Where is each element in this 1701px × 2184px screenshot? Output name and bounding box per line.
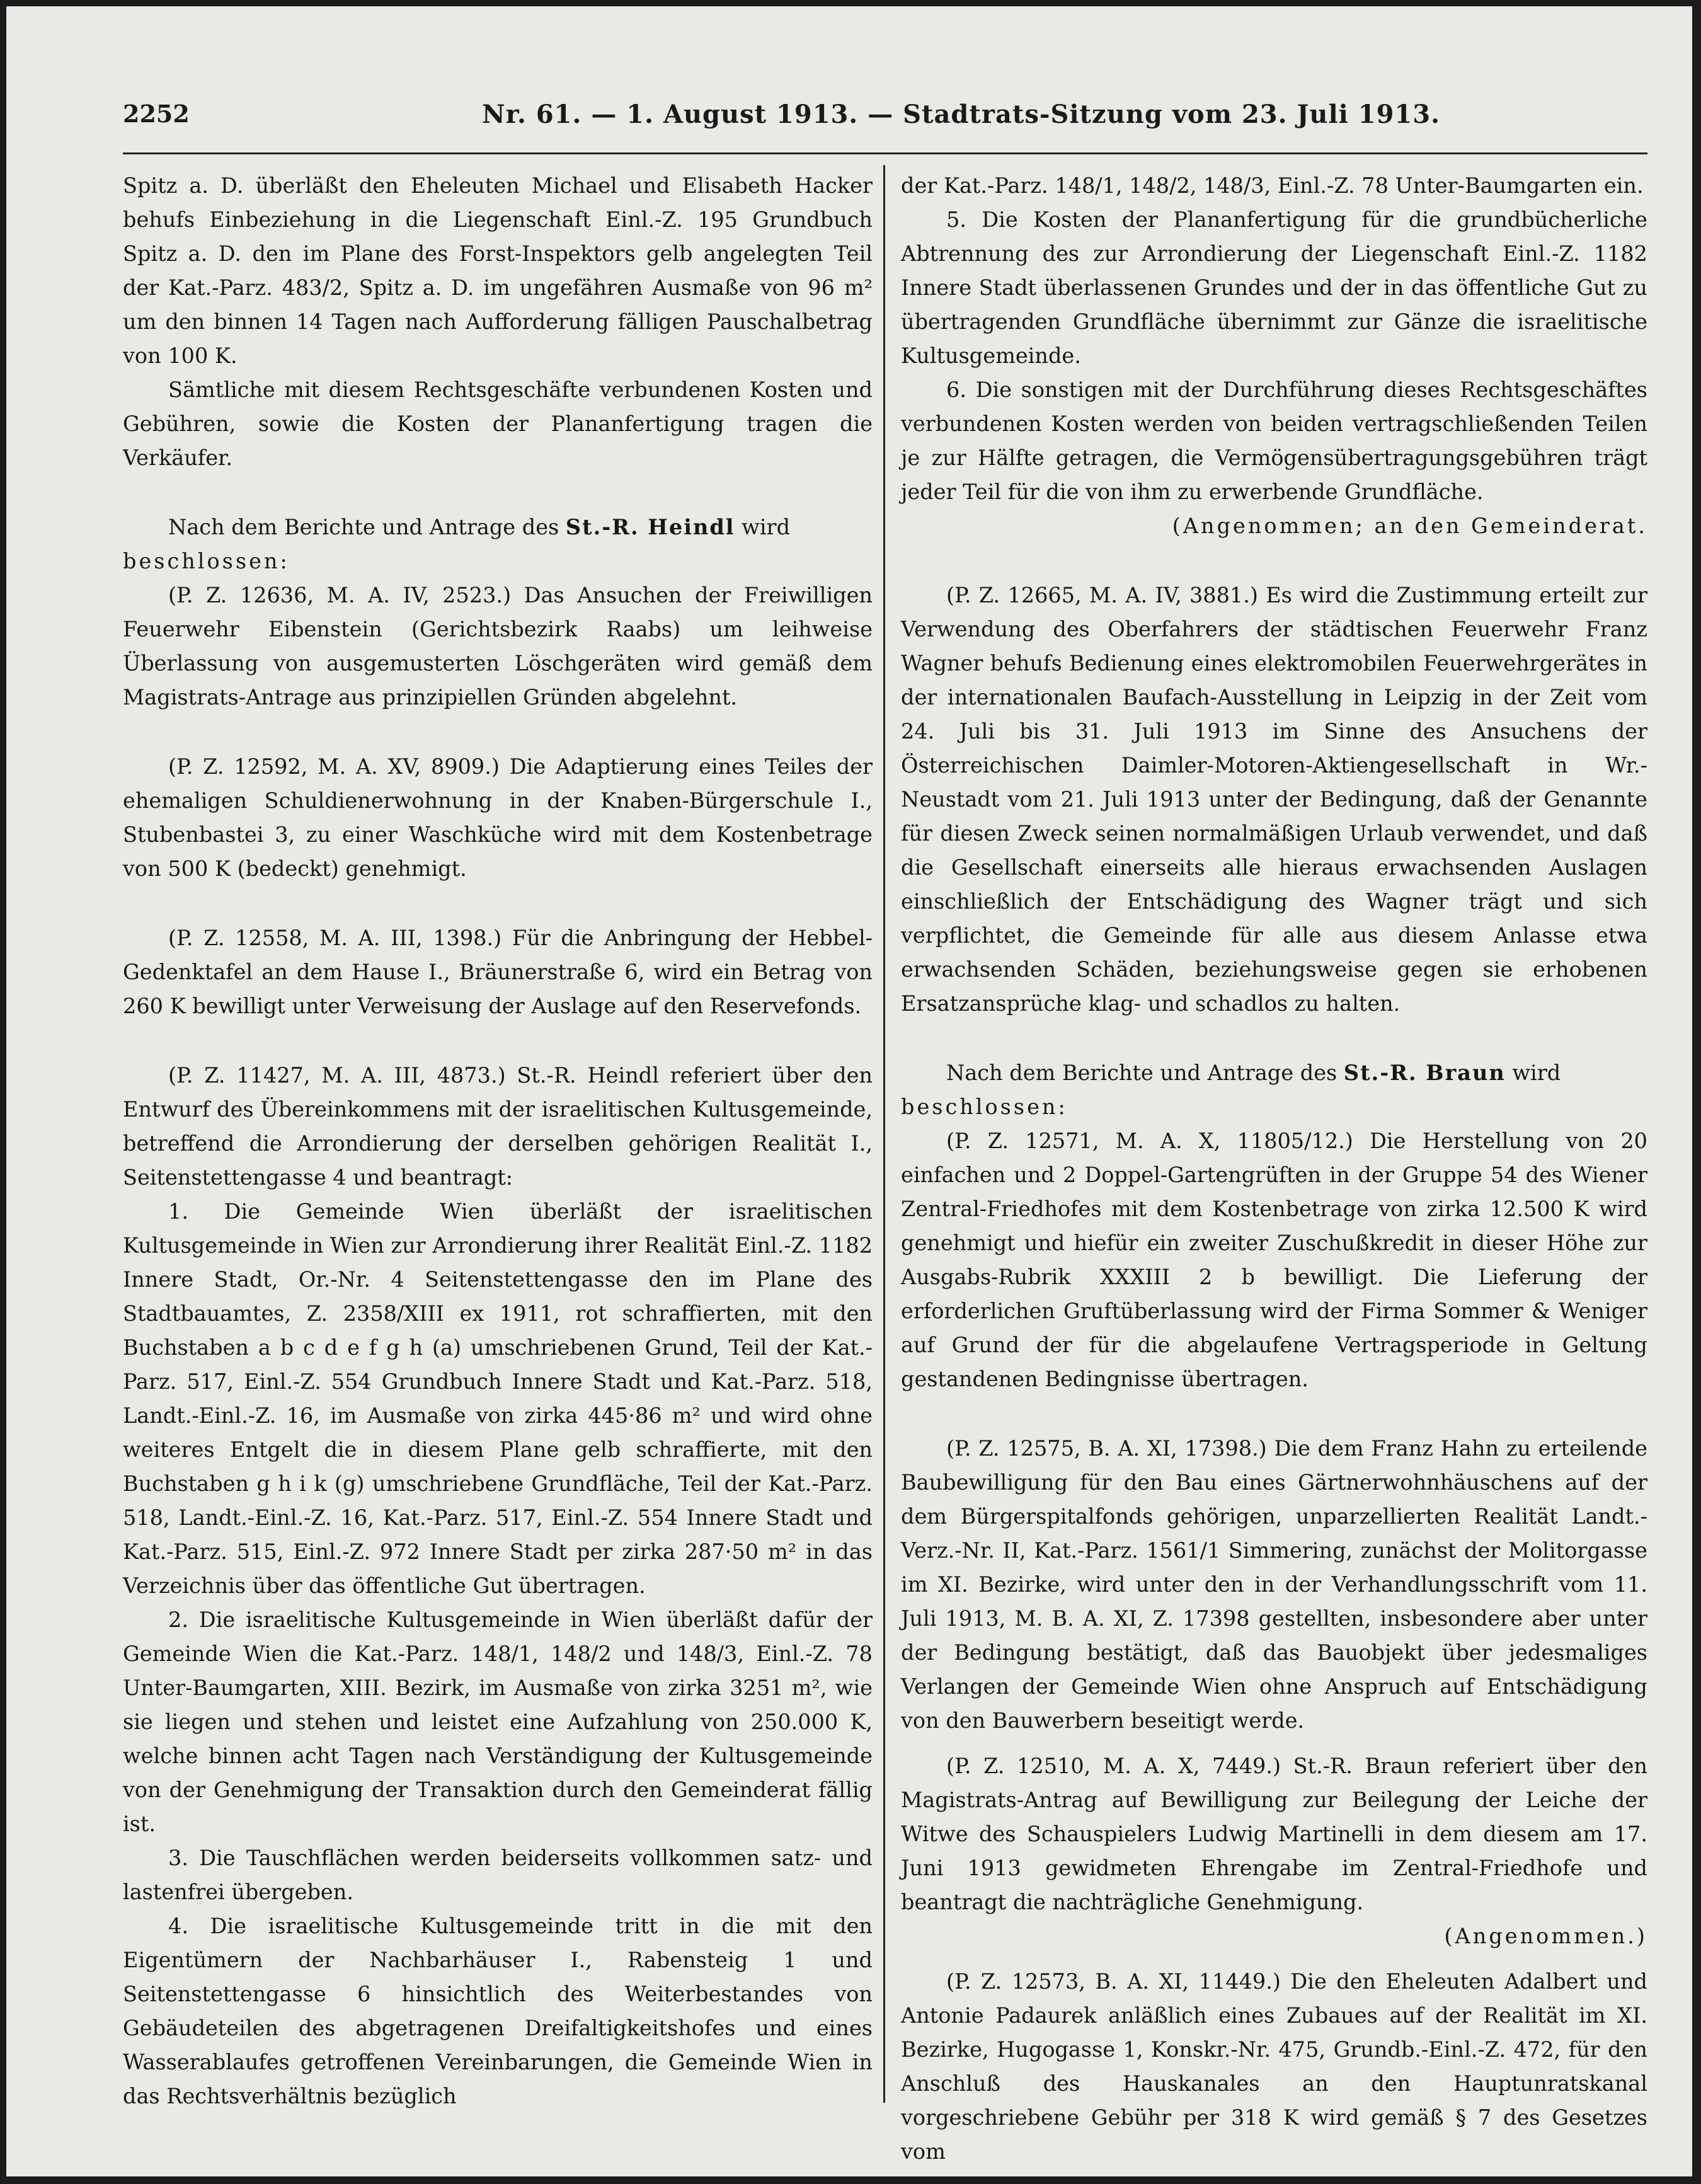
- running-head: Nr. 61. — 1. August 1913. — Stadtrats-Sitzung vom 23. Juli 1913.: [482, 100, 1441, 129]
- paragraph: 3. Die Tauschflächen werden beiderseits vollkommen satz- und lastenfrei übergeben.: [123, 1846, 873, 1904]
- paragraph: Spitz a. D. überläßt den Eheleuten Michael und Elisabeth Hacker behufs Einbeziehung in die Liegenschaft Einl.-Z. 195 Grundbuch Spitz a. D. den im Plane des Forst-Inspektors gelb angelegten Teil der Kat.-Parz. 483/2, Spitz a. D. im ungefähren Ausmaße von 96 m² um den binnen 14 Tagen nach Aufforderung fälligen Pauschalbetrag von 100 K.: [123, 173, 873, 368]
- paragraph: (P. Z. 12665, M. A. IV, 3881.) Es wird die Zustimmung erteilt zur Verwendung des Oberfahrers der städtischen Feuerwehr Franz Wagner behufs Bedienung eines elektromobilen Feuerwehrgerätes in der internationalen Baufach-Ausstellung in Leipzig in der Zeit vom 24. Juli bis 31. Juli 1913 im Sinne des Ansuchens der Österreichischen Daimler-Motoren-Aktiengesellschaft in Wr.-Neustadt vom 21. Juli 1913 unter der Bedingung, daß der Genannte für diesen Zweck seinen normalmäßigen Urlaub verwendet, und daß die Gesellschaft einerseits alle hieraus erwachsenden Auslagen einschließlich der Entschädigung des Wagner trägt und sich verpflichtet, die Gemeinde für alle aus diesem Anlasse etwa erwachsenden Schäden, beziehungsweise gegen sie erhobenen Ersatzansprüche klag- und schadlos zu halten.: [901, 583, 1647, 1016]
- left-column: [123, 169, 873, 2113]
- paragraph: 1. Die Gemeinde Wien überläßt der israelitischen Kultusgemeinde in Wien zur Arrondierung ihrer Realität Einl.-Z. 1182 Innere Stadt, Or.-Nr. 4 Seitenstettengasse den im Plane des Stadtbauamtes, Z. 2358/XIII ex 1911, rot schraffierten, mit den Buchstaben a b c d e f g h (a) umschriebenen Grund, Teil der Kat.-Parz. 517, Einl.-Z. 554 Grundbuch Innere Stadt und Kat.-Parz. 518, Landt.-Einl.-Z. 16, im Ausmaße von zirka 445·86 m² und wird ohne weiteres Entgelt die in diesem Plane gelb schraffierte, mit den Buchstaben g h i k (g) umschriebene Grundfläche, Teil der Kat.-Parz. 518, Landt.-Einl.-Z. 16, Kat.-Parz. 517, Einl.-Z. 554 Innere Stadt und Kat.-Parz. 515, Einl.-Z. 972 Innere Stadt per zirka 287·50 m² in das Verzeichnis über das öffentliche Gut übertragen.: [123, 1199, 873, 1598]
- paragraph: 6. Die sonstigen mit der Durchführung dieses Rechtsgeschäftes verbundenen Kosten werden von beiden vertragschließenden Teilen je zur Hälfte getragen, die Vermögensübertragungsgebühren trägt jeder Teil für die von ihm zu erwerbende Grundfläche.: [901, 377, 1647, 504]
- paragraph: (P. Z. 11427, M. A. III, 4873.) St.-R. Heindl referiert über den Entwurf des Übereinkommens mit der israelitischen Kultusgemeinde, betreffend die Arrondierung der derselben gehörigen Realität I., Seitenstettengasse 4 und beantragt:: [123, 1063, 873, 1190]
- page-number: 2252: [123, 100, 190, 128]
- status-note: (Angenommen; an den Gemeinderat.: [1172, 514, 1647, 538]
- page-header: [123, 100, 1647, 150]
- paragraph: (P. Z. 12571, M. A. X, 11805/12.) Die Herstellung von 20 einfachen und 2 Doppel-Gartengrüften in der Gruppe 54 des Wiener Zentral-Friedhofes mit dem Kostenbetrage von zirka 12.500 K wird genehmigt und hiefür ein zweiter Zuschußkredit in dieser Höhe zur Ausgabs-Rubrik XXXIII 2 b bewilligt. Die Lieferung der erforderlichen Gruftüberlassung wird der Firma Sommer & Weniger auf Grund der für die abgelaufene Vertragsperiode in Geltung gestandenen Bedingnisse übertragen.: [901, 1129, 1647, 1391]
- paragraph: 2. Die israelitische Kultusgemeinde in Wien überläßt dafür der Gemeinde Wien die Kat.-Parz. 148/1, 148/2 und 148/3, Einl.-Z. 78 Unter-Baumgarten, XIII. Bezirk, im Ausmaße von zirka 3251 m², wie sie liegen und stehen und leistet eine Aufzahlung von 250.000 K, welche binnen acht Tagen nach Verständigung der Kultusgemeinde von der Genehmigung der Transaktion durch den Gemeinderat fällig ist.: [123, 1607, 873, 1836]
- paragraph: (P. Z. 12558, M. A. III, 1398.) Für die Anbringung der Hebbel-Gedenktafel an dem Hause I., Bräunerstraße 6, wird ein Betrag von 260 K bewilligt unter Verweisung der Auslage auf den Reservefonds.: [123, 926, 873, 1018]
- paragraph: 4. Die israelitische Kultusgemeinde tritt in die mit den Eigentümern der Nachbarhäuser I., Rabensteig 1 und Seitenstettengasse 6 hinsichtlich des Weiterbestandes von Gebäudeteilen des abgetragenen Dreifaltigkeitshofes und eines Wasserablaufes getroffenen Vereinbarungen, die Gemeinde Wien in das Rechtsverhältnis bezüglich: [123, 1914, 873, 2108]
- newspaper-page: [6, 6, 1692, 2176]
- councillor-name: St.-R. Braun: [1343, 1060, 1506, 1085]
- paragraph: (P. Z. 12573, B. A. XI, 11449.) Die den Eheleuten Adalbert und Antonie Padaurek anläßlich eines Zubaues auf der Realität im XI. Bezirke, Hugogasse 1, Konskr.-Nr. 475, Grundb.-Einl.-Z. 472, für den Anschluß des Hauskanales an den Hauptunratskanal vorgeschriebene Gebühr per 318 K wird gemäß § 7 des Gesetzes vom: [901, 1969, 1647, 2164]
- header-rule: [123, 152, 1647, 154]
- resolution-intro: Nach dem Berichte und Antrage des St.-R. Braun wird: [946, 1060, 1561, 1085]
- paragraph: der Kat.-Parz. 148/1, 148/2, 148/3, Einl.-Z. 78 Unter-Baumgarten ein.: [901, 173, 1644, 198]
- paragraph: (P. Z. 12592, M. A. XV, 8909.) Die Adaptierung eines Teiles der ehemaligen Schuldienerwohnung in der Knaben-Bürgerschule I., Stubenbastei 3, zu einer Waschküche wird mit dem Kostenbetrage von 500 K (bedeckt) genehmigt.: [123, 754, 873, 881]
- beschlossen-label: beschlossen:: [901, 1095, 1068, 1119]
- paragraph: (P. Z. 12510, M. A. X, 7449.) St.-R. Braun referiert über den Magistrats-Antrag auf Bewilligung zur Beilegung der Leiche der Witwe des Schauspielers Ludwig Martinelli in dem diesem am 17. Juni 1913 gewidmeten Ehrengabe im Zentral-Friedhofe und beantragt die nachträgliche Genehmigung.: [901, 1754, 1647, 1914]
- column-divider: [883, 165, 885, 2103]
- resolution-intro: Nach dem Berichte und Antrage des St.-R. Heindl wird: [168, 515, 791, 539]
- paragraph: 5. Die Kosten der Plananfertigung für die grundbücherliche Abtrennung des zur Arrondierung der Liegenschaft Einl.-Z. 1182 Innere Stadt überlassenen Grundes und der in das öffentliche Gut zu übertragenden Grundfläche übernimmt zur Gänze die israelitische Kultusgemeinde.: [901, 207, 1647, 368]
- paragraph: Sämtliche mit diesem Rechtsgeschäfte verbundenen Kosten und Gebühren, sowie die Kosten der Plananfertigung tragen die Verkäufer.: [123, 377, 873, 470]
- beschlossen-label: beschlossen:: [123, 549, 290, 573]
- right-column: [901, 169, 1647, 2169]
- paragraph: (P. Z. 12636, M. A. IV, 2523.) Das Ansuchen der Freiwilligen Feuerwehr Eibenstein (Gerichtsbezirk Raabs) um leihweise Überlassung von ausgemusterten Löschgeräten wird gemäß dem Magistrats-Antrage aus prinzipiellen Gründen abgelehnt.: [123, 583, 873, 710]
- status-note: (Angenommen.): [1444, 1924, 1647, 1948]
- paragraph: (P. Z. 12575, B. A. XI, 17398.) Die dem Franz Hahn zu erteilende Baubewilligung für den Bau eines Gärtnerwohnhäuschens auf der dem Bürgerspitalfonds gehörigen, unparzellierten Realität Landt.-Verz.-Nr. II, Kat.-Parz. 1561/1 Simmering, zunächst der Molitorgasse im XI. Bezirke, wird unter den in der Verhandlungsschrift vom 11. Juli 1913, M. B. A. XI, Z. 17398 gestellten, insbesondere aber unter der Bedingung bestätigt, daß das Bauobjekt über jedesmaliges Verlangen der Gemeinde Wien ohne Anspruch auf Entschädigung von den Bauwerbern beseitigt werde.: [901, 1436, 1647, 1733]
- councillor-name: St.-R. Heindl: [565, 515, 735, 539]
